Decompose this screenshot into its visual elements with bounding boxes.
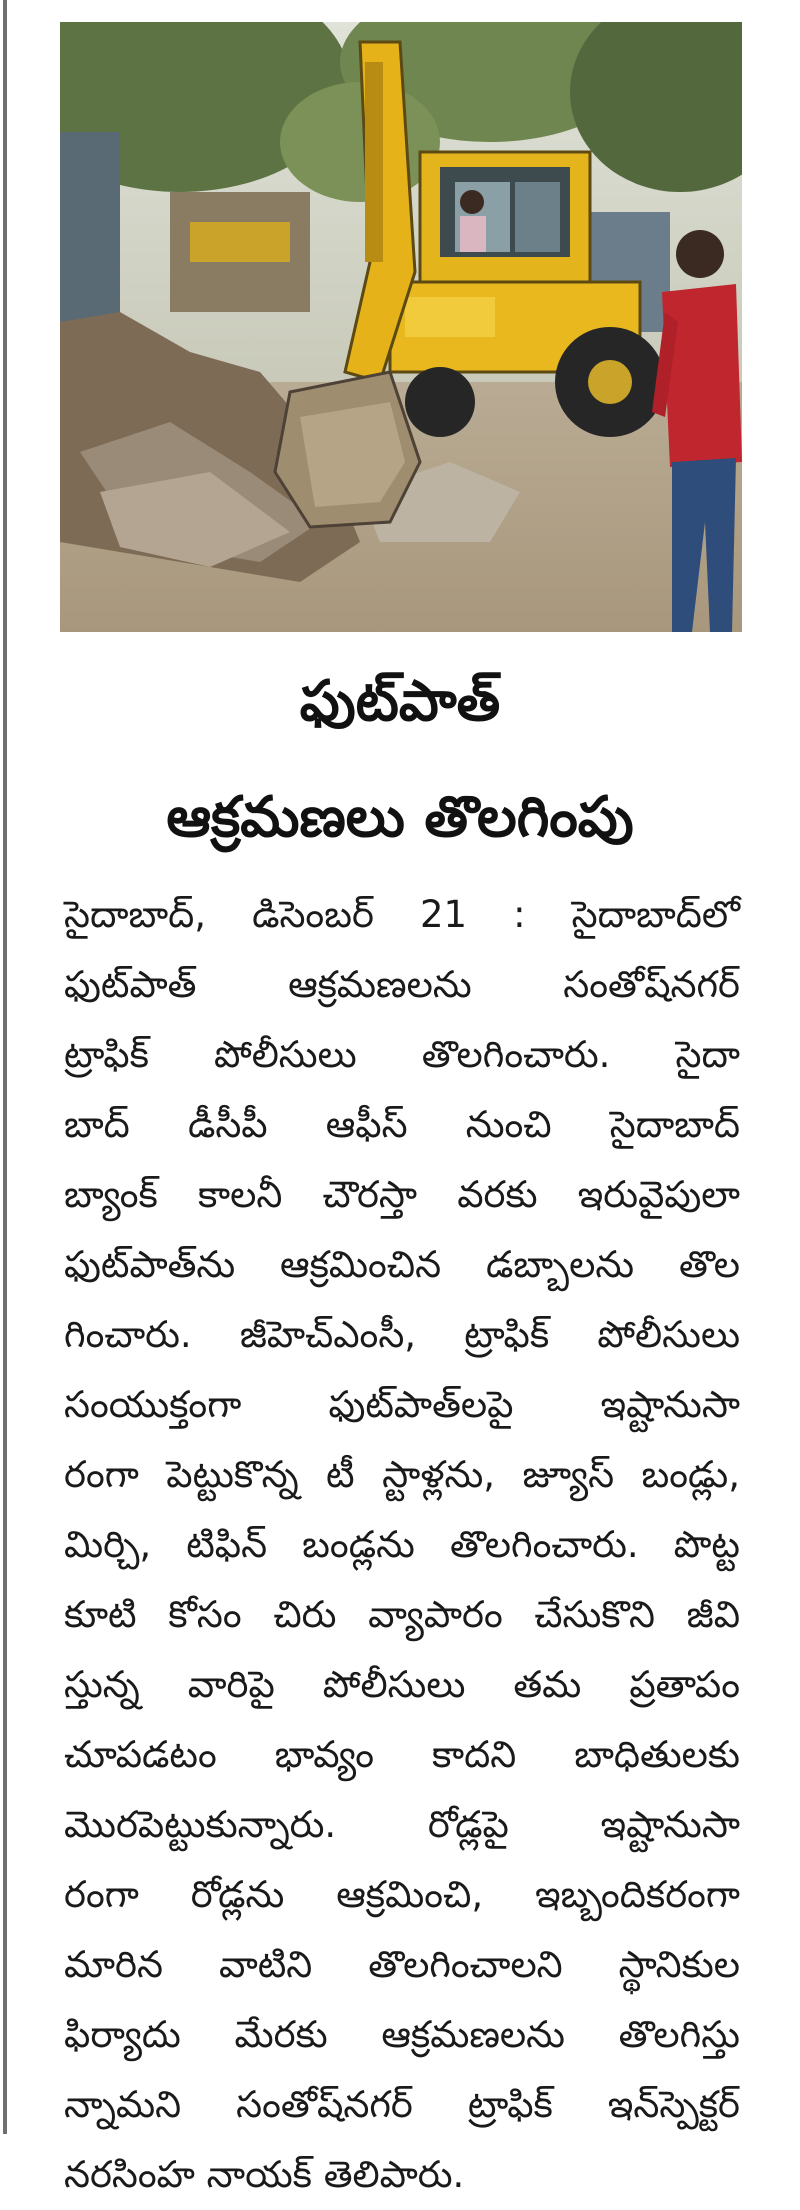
article-line: రంగా రోడ్లను ఆక్రమించి, ఇబ్బందికరంగా [64, 1873, 740, 1916]
article-line: మారిన వాటిని తొలగించాలని స్థానికుల [64, 1943, 740, 1986]
article-line: గించారు. జీహెచ్‌ఎంసీ, ట్రాఫిక్ పోలీసులు [64, 1313, 740, 1356]
article-line: మిర్చి, టిఫిన్ బండ్లను తొలగించారు. పొట్ట [64, 1523, 740, 1566]
news-photo-excavator-clearing-footpath [60, 22, 742, 632]
article-line: బ్యాంక్ కాలనీ చౌరస్తా వరకు ఇరువైపులా [64, 1173, 740, 1216]
article-line: ఫిర్యాదు మేరకు ఆక్రమణలను తొలగిస్తు [64, 2013, 740, 2056]
article-line: నరసింహ నాయక్ తెలిపారు. [64, 2153, 465, 2196]
page-left-border [3, 0, 7, 2134]
article-line: ట్రాఫిక్ పోలీసులు తొలగించారు. సైదా [64, 1033, 740, 1076]
article-line: చూపడటం భావ్యం కాదని బాధితులకు [64, 1733, 740, 1776]
headline-line-1: ఫుట్‌పాత్ [299, 669, 501, 734]
article-line: స్తున్న వారిపై పోలీసులు తమ ప్రతాపం [64, 1663, 740, 1706]
article-line: రంగా పెట్టుకొన్న టీ స్టాళ్లను, జ్యూస్ బండ్లు, [64, 1453, 740, 1496]
headline-line-2: ఆక్రమణలు తొలగింపు [166, 785, 634, 850]
article-line: ఫుట్‌పాత్ ఆక్రమణలను సంతోష్‌నగర్ [64, 963, 740, 1006]
article-body [64, 880, 740, 2210]
article-line: ఫుట్‌పాత్‌ను ఆక్రమించిన డబ్బాలను తొల [64, 1243, 740, 1286]
article-line: మొరపెట్టుకున్నారు. రోడ్లపై ఇష్టానుసా [64, 1803, 740, 1846]
article-line: సంయుక్తంగా ఫుట్‌పాత్‌లపై ఇష్టానుసా [64, 1383, 740, 1426]
article-line: న్నామని సంతోష్‌నగర్ ట్రాఫిక్ ఇన్‌స్పెక్టర్ [64, 2083, 740, 2126]
article-line: సైదాబాద్, డిసెంబర్ 21 : సైదాబాద్‌లో [64, 893, 740, 936]
article-line: బాద్ డీసీపీ ఆఫీస్ నుంచి సైదాబాద్ [64, 1103, 740, 1146]
article-line: కూటి కోసం చిరు వ్యాపారం చేసుకొని జీవి [64, 1593, 740, 1636]
